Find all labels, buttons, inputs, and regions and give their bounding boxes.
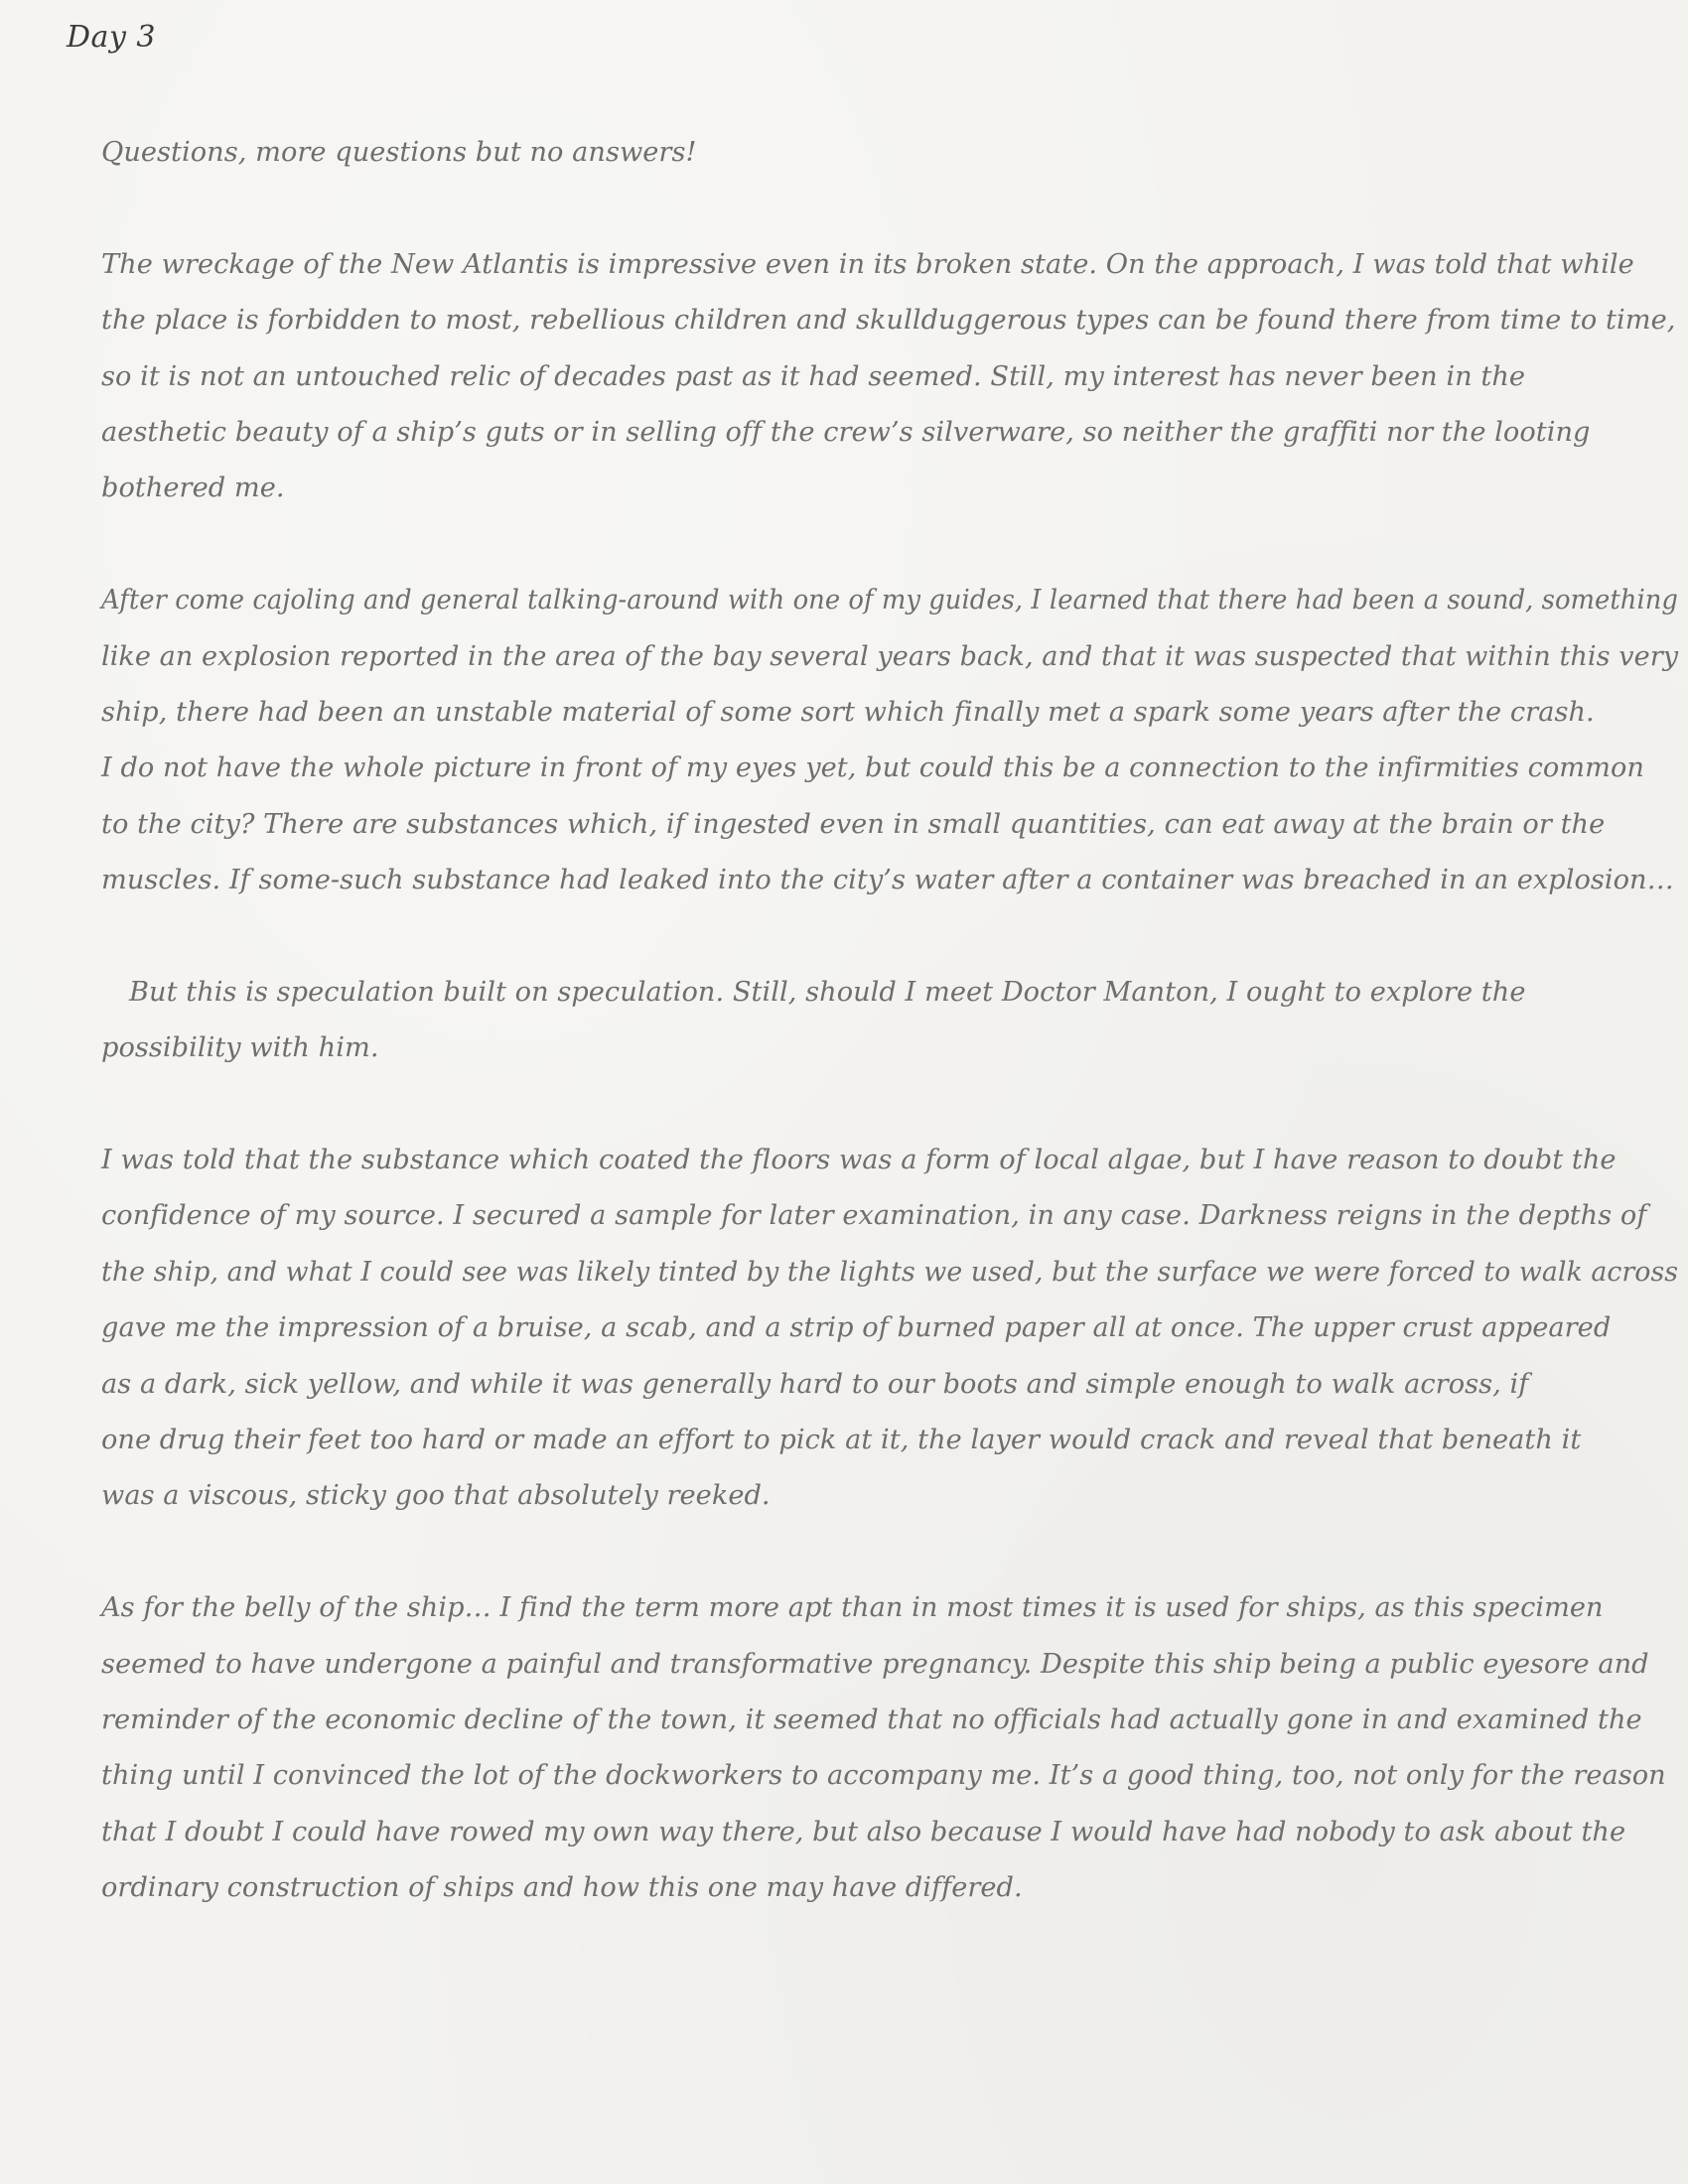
text-line: possibility with him.: [101, 1032, 379, 1064]
text-line: to the city? There are substances which, if ingested even in small quantities, can eat away at the brain or the: [101, 808, 1606, 840]
text-line: reminder of the economic decline of the town, it seemed that no officials had actually gone in and examined the: [101, 1704, 1642, 1735]
text-line: After come cajoling and general talking-around with one of my guides, I learned that there had been a sound, something: [101, 585, 1678, 616]
text-line: confidence of my source. I secured a sample for later examination, in any case. Darkness reigns in the depths of: [101, 1200, 1647, 1232]
text-line: one drug their feet too hard or made an effort to pick at it, the layer would crack and reveal that beneath it: [101, 1424, 1582, 1455]
text-line: ordinary construction of ships and how this one may have differed.: [101, 1872, 1023, 1904]
text-line: the place is forbidden to most, rebellious children and skullduggerous types can be found there from time to time,: [101, 305, 1676, 337]
paragraph-break: [101, 908, 1670, 964]
text-line: I do not have the whole picture in front of my eyes yet, but could this be a connection to the infirmities common: [101, 752, 1644, 784]
text-line: the ship, and what I could see was likely tinted by the lights we used, but the surface we were forced to walk across: [101, 1256, 1679, 1288]
text-line: The wreckage of the New Atlantis is impressive even in its broken state. On the approach, I was told that while: [101, 248, 1634, 280]
text-line: as a dark, sick yellow, and while it was generally hard to our boots and simple enough to walk across, if: [101, 1368, 1529, 1400]
text-line: that I doubt I could have rowed my own way there, but also because I would have had nobody to ask about the: [101, 1816, 1626, 1847]
journal-body: [101, 125, 1679, 1917]
text-line: like an explosion reported in the area of the bay several years back, and that it was suspected that within this very: [101, 640, 1679, 672]
text-line: gave me the impression of a bruise, a scab, and a strip of burned paper all at once. The upper crust appeared: [101, 1312, 1612, 1344]
text-line: was a viscous, sticky goo that absolutely reeked.: [101, 1480, 771, 1512]
text-line: bothered me.: [101, 473, 285, 504]
paragraph-break: [101, 1525, 1670, 1580]
paragraph-break: [101, 181, 1670, 236]
text-line: thing until I convinced the lot of the dockworkers to accompany me. It’s a good thing, too, not only for the reason: [101, 1760, 1666, 1792]
text-line: seemed to have undergone a painful and transformative pregnancy. Despite this ship being a public eyesore and: [101, 1648, 1649, 1680]
text-line: Questions, more questions but no answers!: [101, 137, 697, 168]
text-line: muscles. If some-such substance had leaked into the city’s water after a container was breached in an explosion…: [101, 865, 1674, 896]
paragraph-break: [101, 517, 1670, 573]
text-line: But this is speculation built on speculation. Still, should I meet Doctor Manton, I ought to explore the: [129, 976, 1526, 1008]
paragraph-break: [101, 1077, 1670, 1133]
text-line: I was told that the substance which coated the floors was a form of local algae, but I have reason to doubt the: [101, 1145, 1617, 1176]
text-line: aesthetic beauty of a ship’s guts or in selling off the crew’s silverware, so neither the graffiti nor the looting: [101, 416, 1591, 448]
page-title: Day 3: [67, 20, 157, 55]
text-line: ship, there had been an unstable material of some sort which finally met a spark some years after the crash.: [101, 696, 1595, 728]
text-line: As for the belly of the ship… I find the term more apt than in most times it is used for ships, as this specimen: [101, 1592, 1604, 1624]
text-line: so it is not an untouched relic of decades past as it had seemed. Still, my interest has never been in the: [101, 360, 1526, 392]
